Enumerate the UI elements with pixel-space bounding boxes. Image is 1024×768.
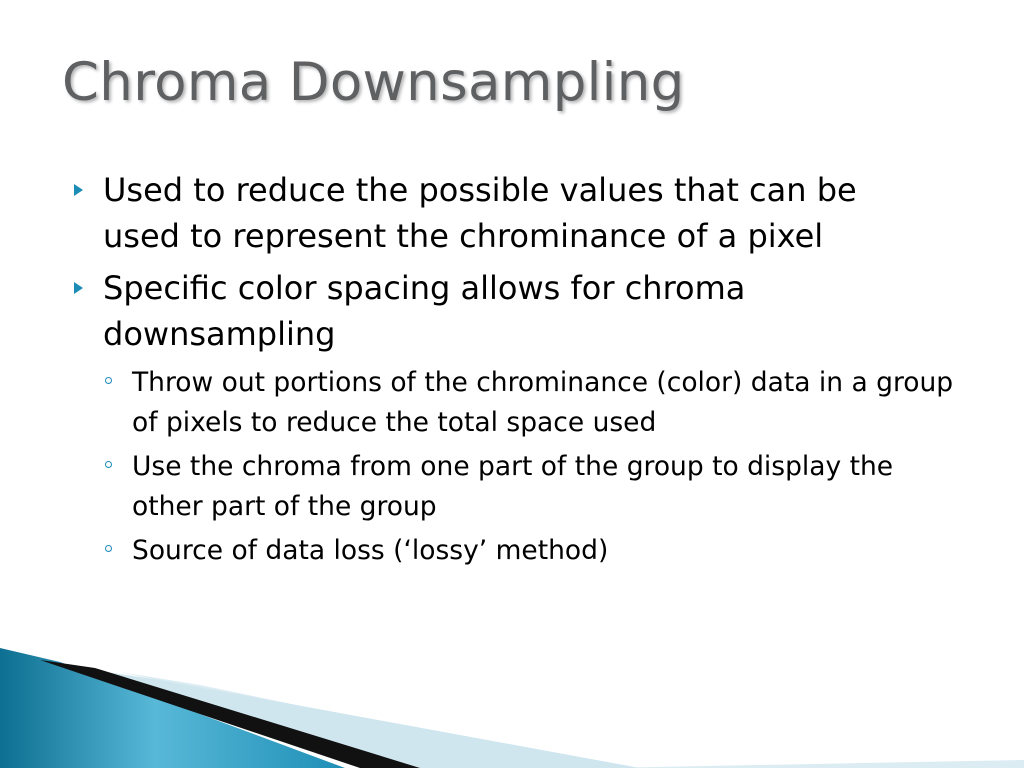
sub-bullet-text: Throw out portions of the chrominance (color) data in a group of pixels to reduce the total space used [132, 367, 954, 438]
slide-title: Chroma Downsampling [62, 52, 685, 113]
bullet-text: Used to reduce the possible values that can be used to represent the chrominance of a pixel [103, 171, 857, 255]
sub-bullet-text: Source of data loss (‘lossy’ method) [132, 535, 609, 566]
sub-bullet-text: Use the chroma from one part of the group to display the other part of the group [132, 451, 894, 522]
bullet-text: Specific color spacing allows for chroma downsampling [103, 269, 746, 353]
